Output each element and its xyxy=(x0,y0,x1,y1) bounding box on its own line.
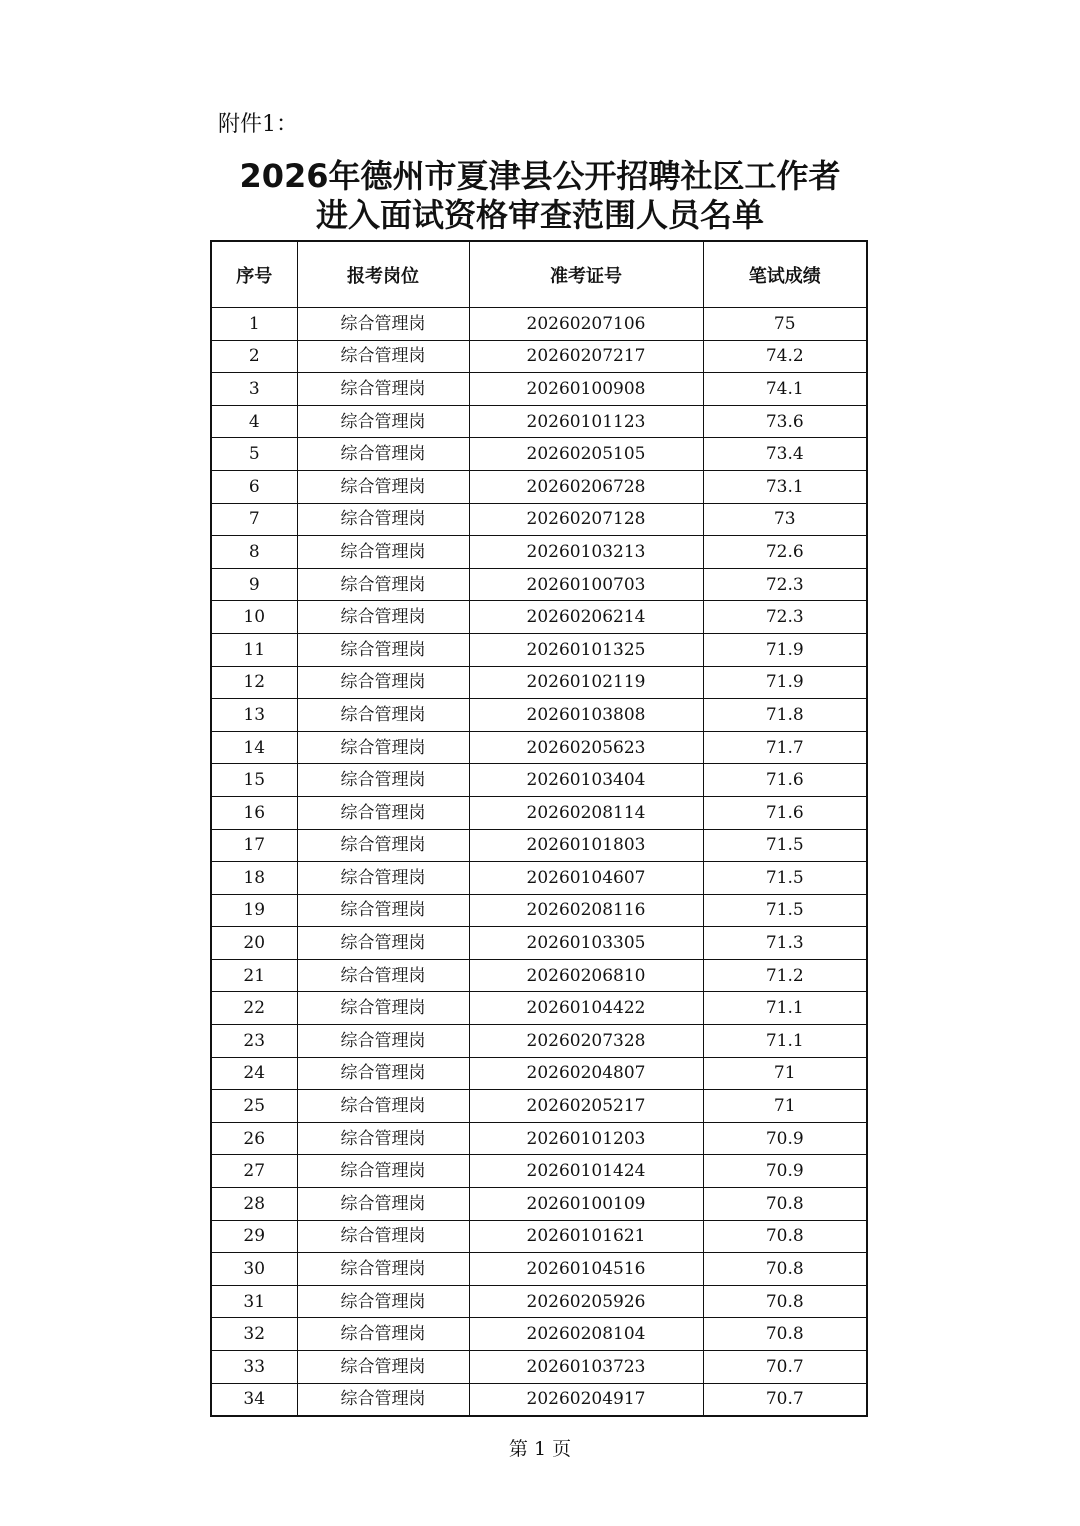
table-row xyxy=(211,1351,867,1384)
cell-post: 综合管理岗 xyxy=(297,1220,469,1253)
table-row xyxy=(211,438,867,471)
cell-seq: 15 xyxy=(211,764,297,797)
table-row xyxy=(211,633,867,666)
cell-score: 72.3 xyxy=(703,601,867,634)
cell-seq: 7 xyxy=(211,503,297,536)
cell-score: 75 xyxy=(703,308,867,341)
cell-score: 70.8 xyxy=(703,1188,867,1221)
table-row xyxy=(211,1122,867,1155)
cell-post: 综合管理岗 xyxy=(297,1285,469,1318)
table-row xyxy=(211,894,867,927)
cell-exam-id: 20260204917 xyxy=(469,1383,703,1416)
cell-post: 综合管理岗 xyxy=(297,1188,469,1221)
page-number: 第 1 页 xyxy=(508,1438,572,1460)
cell-post: 综合管理岗 xyxy=(297,829,469,862)
attachment-label: 附件1： xyxy=(218,112,298,137)
cell-exam-id: 20260103213 xyxy=(469,536,703,569)
cell-score: 70.8 xyxy=(703,1253,867,1286)
cell-score: 71.2 xyxy=(703,959,867,992)
table-row xyxy=(211,1253,867,1286)
cell-post: 综合管理岗 xyxy=(297,1090,469,1123)
cell-seq: 3 xyxy=(211,373,297,406)
cell-post: 综合管理岗 xyxy=(297,959,469,992)
table-row xyxy=(211,666,867,699)
cell-exam-id: 20260208104 xyxy=(469,1318,703,1351)
cell-seq: 24 xyxy=(211,1057,297,1090)
cell-post: 综合管理岗 xyxy=(297,568,469,601)
cell-exam-id: 20260103723 xyxy=(469,1351,703,1384)
cell-score: 70.7 xyxy=(703,1351,867,1384)
cell-seq: 31 xyxy=(211,1285,297,1318)
cell-seq: 11 xyxy=(211,633,297,666)
cell-score: 73 xyxy=(703,503,867,536)
cell-seq: 19 xyxy=(211,894,297,927)
cell-exam-id: 20260102119 xyxy=(469,666,703,699)
cell-seq: 12 xyxy=(211,666,297,699)
cell-score: 71.6 xyxy=(703,796,867,829)
cell-post: 综合管理岗 xyxy=(297,764,469,797)
cell-post: 综合管理岗 xyxy=(297,308,469,341)
cell-exam-id: 20260205105 xyxy=(469,438,703,471)
table-row xyxy=(211,927,867,960)
cell-seq: 22 xyxy=(211,992,297,1025)
table-row xyxy=(211,992,867,1025)
cell-post: 综合管理岗 xyxy=(297,894,469,927)
cell-exam-id: 20260206728 xyxy=(469,470,703,503)
cell-post: 综合管理岗 xyxy=(297,536,469,569)
table-row xyxy=(211,731,867,764)
cell-score: 71.9 xyxy=(703,666,867,699)
cell-score: 71 xyxy=(703,1090,867,1123)
cell-seq: 23 xyxy=(211,1025,297,1058)
cell-exam-id: 20260206810 xyxy=(469,959,703,992)
table-row xyxy=(211,340,867,373)
cell-post: 综合管理岗 xyxy=(297,633,469,666)
cell-post: 综合管理岗 xyxy=(297,1025,469,1058)
header-seq: 序号 xyxy=(211,241,297,308)
cell-exam-id: 20260101203 xyxy=(469,1122,703,1155)
cell-score: 74.1 xyxy=(703,373,867,406)
cell-post: 综合管理岗 xyxy=(297,992,469,1025)
cell-post: 综合管理岗 xyxy=(297,1351,469,1384)
cell-exam-id: 20260101621 xyxy=(469,1220,703,1253)
cell-exam-id: 20260104422 xyxy=(469,992,703,1025)
table-row xyxy=(211,862,867,895)
table-row xyxy=(211,1318,867,1351)
cell-seq: 34 xyxy=(211,1383,297,1416)
header-score: 笔试成绩 xyxy=(703,241,867,308)
cell-score: 72.6 xyxy=(703,536,867,569)
table-row xyxy=(211,764,867,797)
cell-seq: 32 xyxy=(211,1318,297,1351)
cell-score: 71.7 xyxy=(703,731,867,764)
cell-seq: 33 xyxy=(211,1351,297,1384)
table-row xyxy=(211,1155,867,1188)
cell-seq: 9 xyxy=(211,568,297,601)
cell-exam-id: 20260103305 xyxy=(469,927,703,960)
cell-score: 71.5 xyxy=(703,829,867,862)
cell-score: 71.6 xyxy=(703,764,867,797)
table-row xyxy=(211,405,867,438)
cell-seq: 18 xyxy=(211,862,297,895)
cell-exam-id: 20260101325 xyxy=(469,633,703,666)
cell-seq: 20 xyxy=(211,927,297,960)
table-header-row xyxy=(211,241,867,308)
table-body xyxy=(211,308,867,1417)
cell-exam-id: 20260100703 xyxy=(469,568,703,601)
table-row xyxy=(211,1090,867,1123)
table-row xyxy=(211,373,867,406)
table-row xyxy=(211,1383,867,1416)
cell-score: 73.4 xyxy=(703,438,867,471)
table-row xyxy=(211,1057,867,1090)
cell-seq: 28 xyxy=(211,1188,297,1221)
cell-score: 73.6 xyxy=(703,405,867,438)
cell-seq: 26 xyxy=(211,1122,297,1155)
cell-score: 73.1 xyxy=(703,470,867,503)
cell-post: 综合管理岗 xyxy=(297,1122,469,1155)
cell-score: 71.9 xyxy=(703,633,867,666)
cell-post: 综合管理岗 xyxy=(297,438,469,471)
cell-post: 综合管理岗 xyxy=(297,731,469,764)
cell-exam-id: 20260100908 xyxy=(469,373,703,406)
cell-exam-id: 20260206214 xyxy=(469,601,703,634)
cell-exam-id: 20260208116 xyxy=(469,894,703,927)
cell-exam-id: 20260104607 xyxy=(469,862,703,895)
cell-score: 71.8 xyxy=(703,699,867,732)
cell-score: 70.8 xyxy=(703,1318,867,1351)
cell-exam-id: 20260207128 xyxy=(469,503,703,536)
cell-seq: 29 xyxy=(211,1220,297,1253)
cell-exam-id: 20260204807 xyxy=(469,1057,703,1090)
header-exam-id: 准考证号 xyxy=(469,241,703,308)
cell-post: 综合管理岗 xyxy=(297,927,469,960)
document-title-line-1: 2026年德州市夏津县公开招聘社区工作者 xyxy=(239,157,841,195)
table-row xyxy=(211,1285,867,1318)
cell-seq: 25 xyxy=(211,1090,297,1123)
cell-exam-id: 20260207217 xyxy=(469,340,703,373)
table-row xyxy=(211,308,867,341)
cell-exam-id: 20260205623 xyxy=(469,731,703,764)
cell-exam-id: 20260103404 xyxy=(469,764,703,797)
cell-post: 综合管理岗 xyxy=(297,862,469,895)
cell-exam-id: 20260205217 xyxy=(469,1090,703,1123)
table-row xyxy=(211,796,867,829)
cell-score: 70.9 xyxy=(703,1155,867,1188)
cell-post: 综合管理岗 xyxy=(297,503,469,536)
cell-exam-id: 20260207106 xyxy=(469,308,703,341)
cell-score: 70.7 xyxy=(703,1383,867,1416)
table-row xyxy=(211,1220,867,1253)
cell-post: 综合管理岗 xyxy=(297,601,469,634)
table-row xyxy=(211,536,867,569)
cell-seq: 5 xyxy=(211,438,297,471)
table-row xyxy=(211,601,867,634)
cell-score: 70.8 xyxy=(703,1220,867,1253)
cell-seq: 2 xyxy=(211,340,297,373)
cell-post: 综合管理岗 xyxy=(297,796,469,829)
cell-exam-id: 20260101424 xyxy=(469,1155,703,1188)
cell-seq: 13 xyxy=(211,699,297,732)
table-row xyxy=(211,959,867,992)
cell-seq: 27 xyxy=(211,1155,297,1188)
cell-post: 综合管理岗 xyxy=(297,470,469,503)
table-row xyxy=(211,503,867,536)
table-row xyxy=(211,568,867,601)
table-row xyxy=(211,829,867,862)
cell-seq: 16 xyxy=(211,796,297,829)
cell-seq: 1 xyxy=(211,308,297,341)
cell-seq: 14 xyxy=(211,731,297,764)
cell-score: 71.1 xyxy=(703,992,867,1025)
cell-post: 综合管理岗 xyxy=(297,1155,469,1188)
table-row xyxy=(211,1188,867,1221)
cell-post: 综合管理岗 xyxy=(297,666,469,699)
cell-score: 71.1 xyxy=(703,1025,867,1058)
cell-score: 71 xyxy=(703,1057,867,1090)
cell-post: 综合管理岗 xyxy=(297,373,469,406)
cell-exam-id: 20260104516 xyxy=(469,1253,703,1286)
cell-post: 综合管理岗 xyxy=(297,340,469,373)
cell-score: 71.5 xyxy=(703,862,867,895)
cell-exam-id: 20260208114 xyxy=(469,796,703,829)
cell-post: 综合管理岗 xyxy=(297,1318,469,1351)
cell-seq: 4 xyxy=(211,405,297,438)
candidate-table xyxy=(210,240,868,1417)
header-post: 报考岗位 xyxy=(297,241,469,308)
cell-post: 综合管理岗 xyxy=(297,1253,469,1286)
cell-exam-id: 20260207328 xyxy=(469,1025,703,1058)
cell-exam-id: 20260101123 xyxy=(469,405,703,438)
cell-seq: 10 xyxy=(211,601,297,634)
cell-post: 综合管理岗 xyxy=(297,405,469,438)
table-row xyxy=(211,1025,867,1058)
document-title-line-2: 进入面试资格审查范围人员名单 xyxy=(315,196,764,234)
cell-exam-id: 20260101803 xyxy=(469,829,703,862)
cell-score: 70.8 xyxy=(703,1285,867,1318)
cell-post: 综合管理岗 xyxy=(297,1057,469,1090)
cell-seq: 21 xyxy=(211,959,297,992)
cell-exam-id: 20260100109 xyxy=(469,1188,703,1221)
cell-score: 72.3 xyxy=(703,568,867,601)
cell-post: 综合管理岗 xyxy=(297,699,469,732)
cell-seq: 17 xyxy=(211,829,297,862)
cell-score: 71.3 xyxy=(703,927,867,960)
cell-post: 综合管理岗 xyxy=(297,1383,469,1416)
cell-seq: 8 xyxy=(211,536,297,569)
table-row xyxy=(211,699,867,732)
table-row xyxy=(211,470,867,503)
cell-score: 70.9 xyxy=(703,1122,867,1155)
cell-score: 71.5 xyxy=(703,894,867,927)
cell-score: 74.2 xyxy=(703,340,867,373)
cell-exam-id: 20260103808 xyxy=(469,699,703,732)
cell-seq: 30 xyxy=(211,1253,297,1286)
cell-exam-id: 20260205926 xyxy=(469,1285,703,1318)
cell-seq: 6 xyxy=(211,470,297,503)
